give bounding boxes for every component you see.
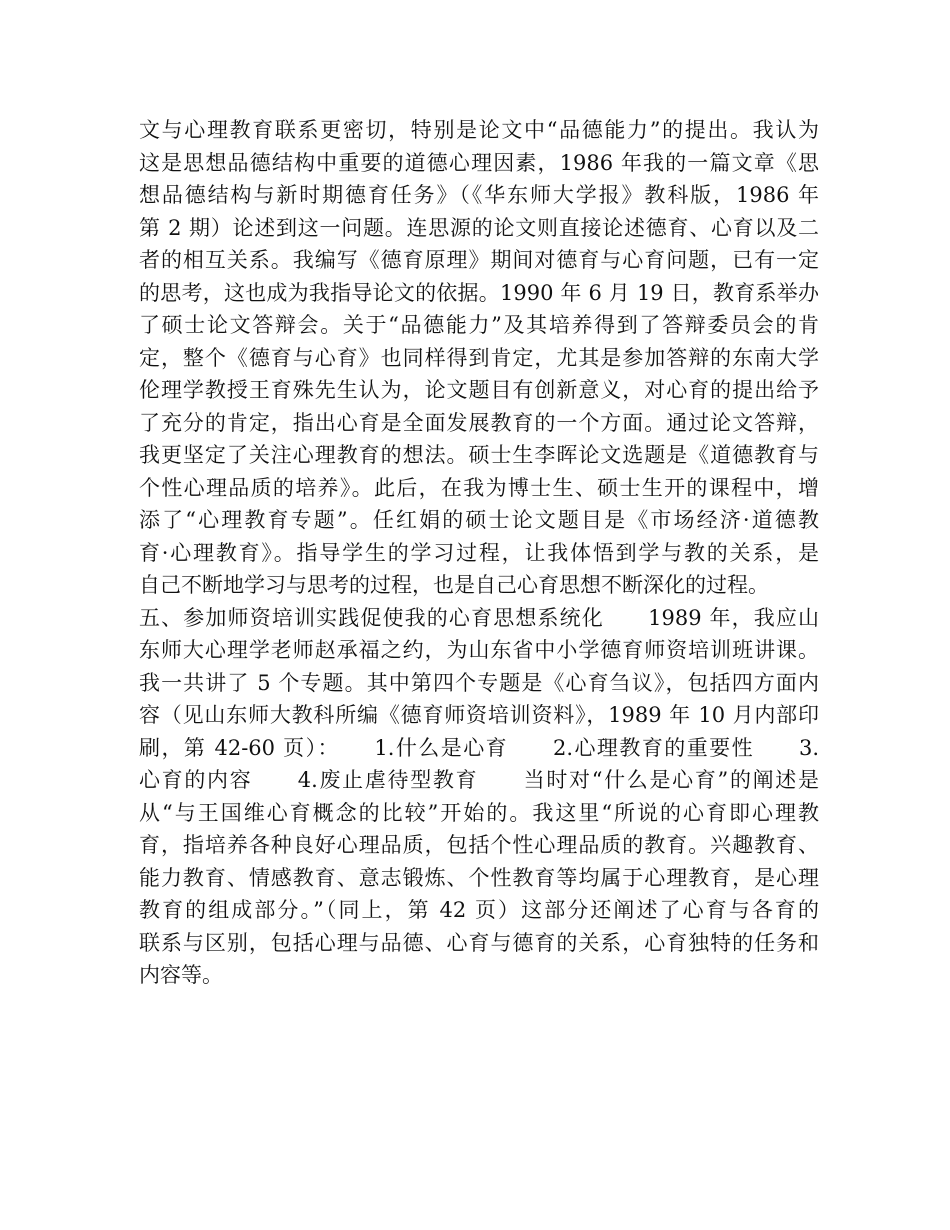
text-line: 个性心理品质的培养》。此后，在我为博士生、硕士生开的课程中，增 bbox=[139, 475, 819, 500]
text-line: 者的相互关系。我编写《德育原理》期间对德育与心育问题，已有一定 bbox=[139, 248, 819, 272]
text-line: 教育的组成部分。”（同上，第 42 页）这部分还阐述了心育与各育的 bbox=[139, 898, 819, 922]
text-line: 第 2 期）论述到这一问题。连思源的论文则直接论述德育、心育以及二 bbox=[139, 215, 819, 240]
text-line: 内容等。 bbox=[139, 963, 223, 987]
text-line: 心育的内容 4.废止虐待型教育 当时对“什么是心育”的阐述是 bbox=[139, 768, 819, 792]
text-line: 了硕士论文答辩会。关于“品德能力”及其培养得到了答辩委员会的肯 bbox=[139, 313, 819, 337]
section-heading-line: 五、参加师资培训实践促使我的心育思想系统化 1989 年，我应山 bbox=[139, 605, 819, 630]
text-line: 想品德结构与新时期德育任务》（《华东师大学报》教科版，1986 年 bbox=[139, 183, 819, 207]
text-line: 从“与王国维心育概念的比较”开始的。我这里“所说的心育即心理教 bbox=[139, 800, 819, 825]
text-line: 自己不断地学习与思考的过程，也是自己心育思想不断深化的过程。 bbox=[139, 573, 769, 597]
text-line: 了充分的肯定，指出心育是全面发展教育的一个方面。通过论文答辩， bbox=[139, 410, 819, 435]
text-line: 文与心理教育联系更密切，特别是论文中“品德能力”的提出。我认为 bbox=[139, 118, 819, 142]
text-line: 添了“心理教育专题”。任红娟的硕士论文题目是《市场经济·道德教 bbox=[139, 508, 819, 532]
text-line: 联系与区别，包括心理与品德、心育与德育的关系，心育独特的任务和 bbox=[139, 930, 819, 955]
text-line: 我更坚定了关注心理教育的想法。硕士生李晖论文选题是《道德教育与 bbox=[139, 443, 819, 467]
text-line: 能力教育、情感教育、意志锻炼、个性教育等均属于心理教育，是心理 bbox=[139, 865, 819, 890]
text-line: 这是思想品德结构中重要的道德心理因素，1986 年我的一篇文章《思 bbox=[139, 150, 819, 175]
text-line: 定，整个《德育与心育》也同样得到肯定，尤其是参加答辩的东南大学 bbox=[139, 345, 819, 370]
text-line: 育·心理教育》。指导学生的学习过程，让我体悟到学与教的关系，是 bbox=[139, 540, 819, 565]
body-text bbox=[139, 114, 819, 992]
text-line: 的思考，这也成为我指导论文的依据。1990 年 6 月 19 日，教育系举办 bbox=[139, 280, 819, 305]
text-line: 东师大心理学老师赵承福之约，为山东省中小学德育师资培训班讲课。 bbox=[139, 638, 819, 662]
text-line: 伦理学教授王育殊先生认为，论文题目有创新意义，对心育的提出给予 bbox=[139, 378, 819, 402]
text-line: 刷，第 42-60 页）： 1.什么是心育 2.心理教育的重要性 3. bbox=[139, 735, 819, 760]
text-line: 容（见山东师大教科所编《德育师资培训资料》，1989 年 10 月内部印 bbox=[139, 703, 819, 727]
text-line: 我一共讲了 5 个专题。其中第四个专题是《心育刍议》，包括四方面内 bbox=[139, 670, 819, 695]
text-line: 育，指培养各种良好心理品质，包括个性心理品质的教育。兴趣教育、 bbox=[139, 833, 819, 857]
